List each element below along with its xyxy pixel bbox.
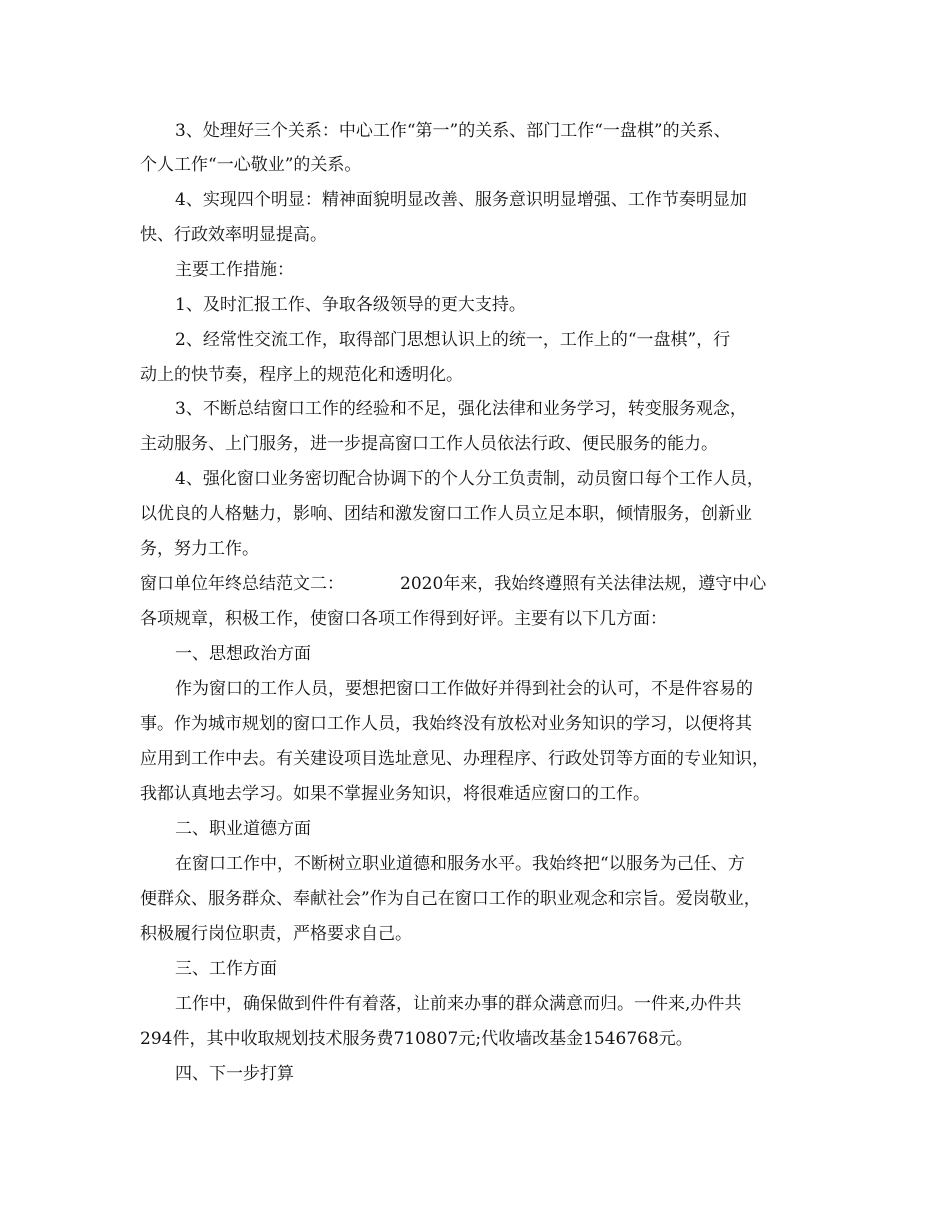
text-line: 积极履行岗位职责，严格要求自己。 (140, 924, 412, 944)
section-heading: 三、工作方面 (175, 959, 277, 979)
text-line: 快、行政效率明显提高。 (140, 225, 327, 245)
section-title: 窗口单位年终总结范文二： (140, 574, 344, 594)
text-line: 我都认真地去学习。如果不掌握业务知识，将很难适应窗口的工作。 (140, 784, 650, 804)
text-line: 各项规章，积极工作，使窗口各项工作得到好评。主要有以下几方面： (140, 609, 667, 629)
text-line: 主动服务、上门服务，进一步提高窗口工作人员依法行政、便民服务的能力。 (140, 434, 718, 454)
text-line: 应用到工作中去。有关建设项目选址意见、办理程序、行政处罚等方面的专业知识， (140, 749, 769, 769)
text-line: 2020年来，我始终遵照有关法律法规，遵守中心 (400, 574, 767, 594)
text-line: 1、及时汇报工作、争取各级领导的更大支持。 (175, 295, 526, 315)
text-line: 以优良的人格魅力，影响、团结和激发窗口工作人员立足本职，倾情服务，创新业 (140, 504, 752, 524)
text-line: 3、不断总结窗口工作的经验和不足，强化法律和业务学习，转变服务观念， (175, 399, 747, 419)
section-title-line (140, 573, 830, 595)
text-line: 4、强化窗口业务密切配合协调下的个人分工负责制，动员窗口每个工作人员， (175, 469, 764, 489)
text-line: 3、处理好三个关系：中心工作“第一”的关系、部门工作“一盘棋”的关系、 (175, 121, 731, 141)
text-line: 294件，其中收取规划技术服务费710807元;代收墙改基金1546768元。 (140, 1029, 693, 1049)
section-heading: 四、下一步打算 (175, 1064, 294, 1084)
text-line: 作为窗口的工作人员，要想把窗口工作做好并得到社会的认可，不是件容易的 (175, 679, 753, 699)
text-line: 工作中，确保做到件件有着落，让前来办事的群众满意而归。一件来,办件共 (175, 994, 742, 1014)
section-heading: 二、职业道德方面 (175, 819, 311, 839)
text-line: 4、实现四个明显：精神面貌明显改善、服务意识明显增强、工作节奏明显加 (175, 190, 747, 210)
section-heading: 一、思想政治方面 (175, 644, 311, 664)
text-line: 2、经常性交流工作，取得部门思想认识上的统一，工作上的“一盘棋”，行 (175, 330, 731, 350)
text-line: 便群众、服务群众、奉献社会”作为自己在窗口工作的职业观念和宗旨。爱岗敬业， (140, 889, 761, 909)
text-line: 在窗口工作中，不断树立职业道德和服务水平。我始终把“以服务为己任、方 (175, 854, 745, 874)
text-line: 个人工作“一心敬业”的关系。 (140, 155, 362, 175)
text-line: 务，努力工作。 (140, 539, 259, 559)
text-line: 动上的快节奏，程序上的规范化和透明化。 (140, 365, 463, 385)
section-heading: 主要工作措施： (175, 260, 294, 280)
text-line: 事。作为城市规划的窗口工作人员，我始终没有放松对业务知识的学习，以便将其 (140, 714, 752, 734)
